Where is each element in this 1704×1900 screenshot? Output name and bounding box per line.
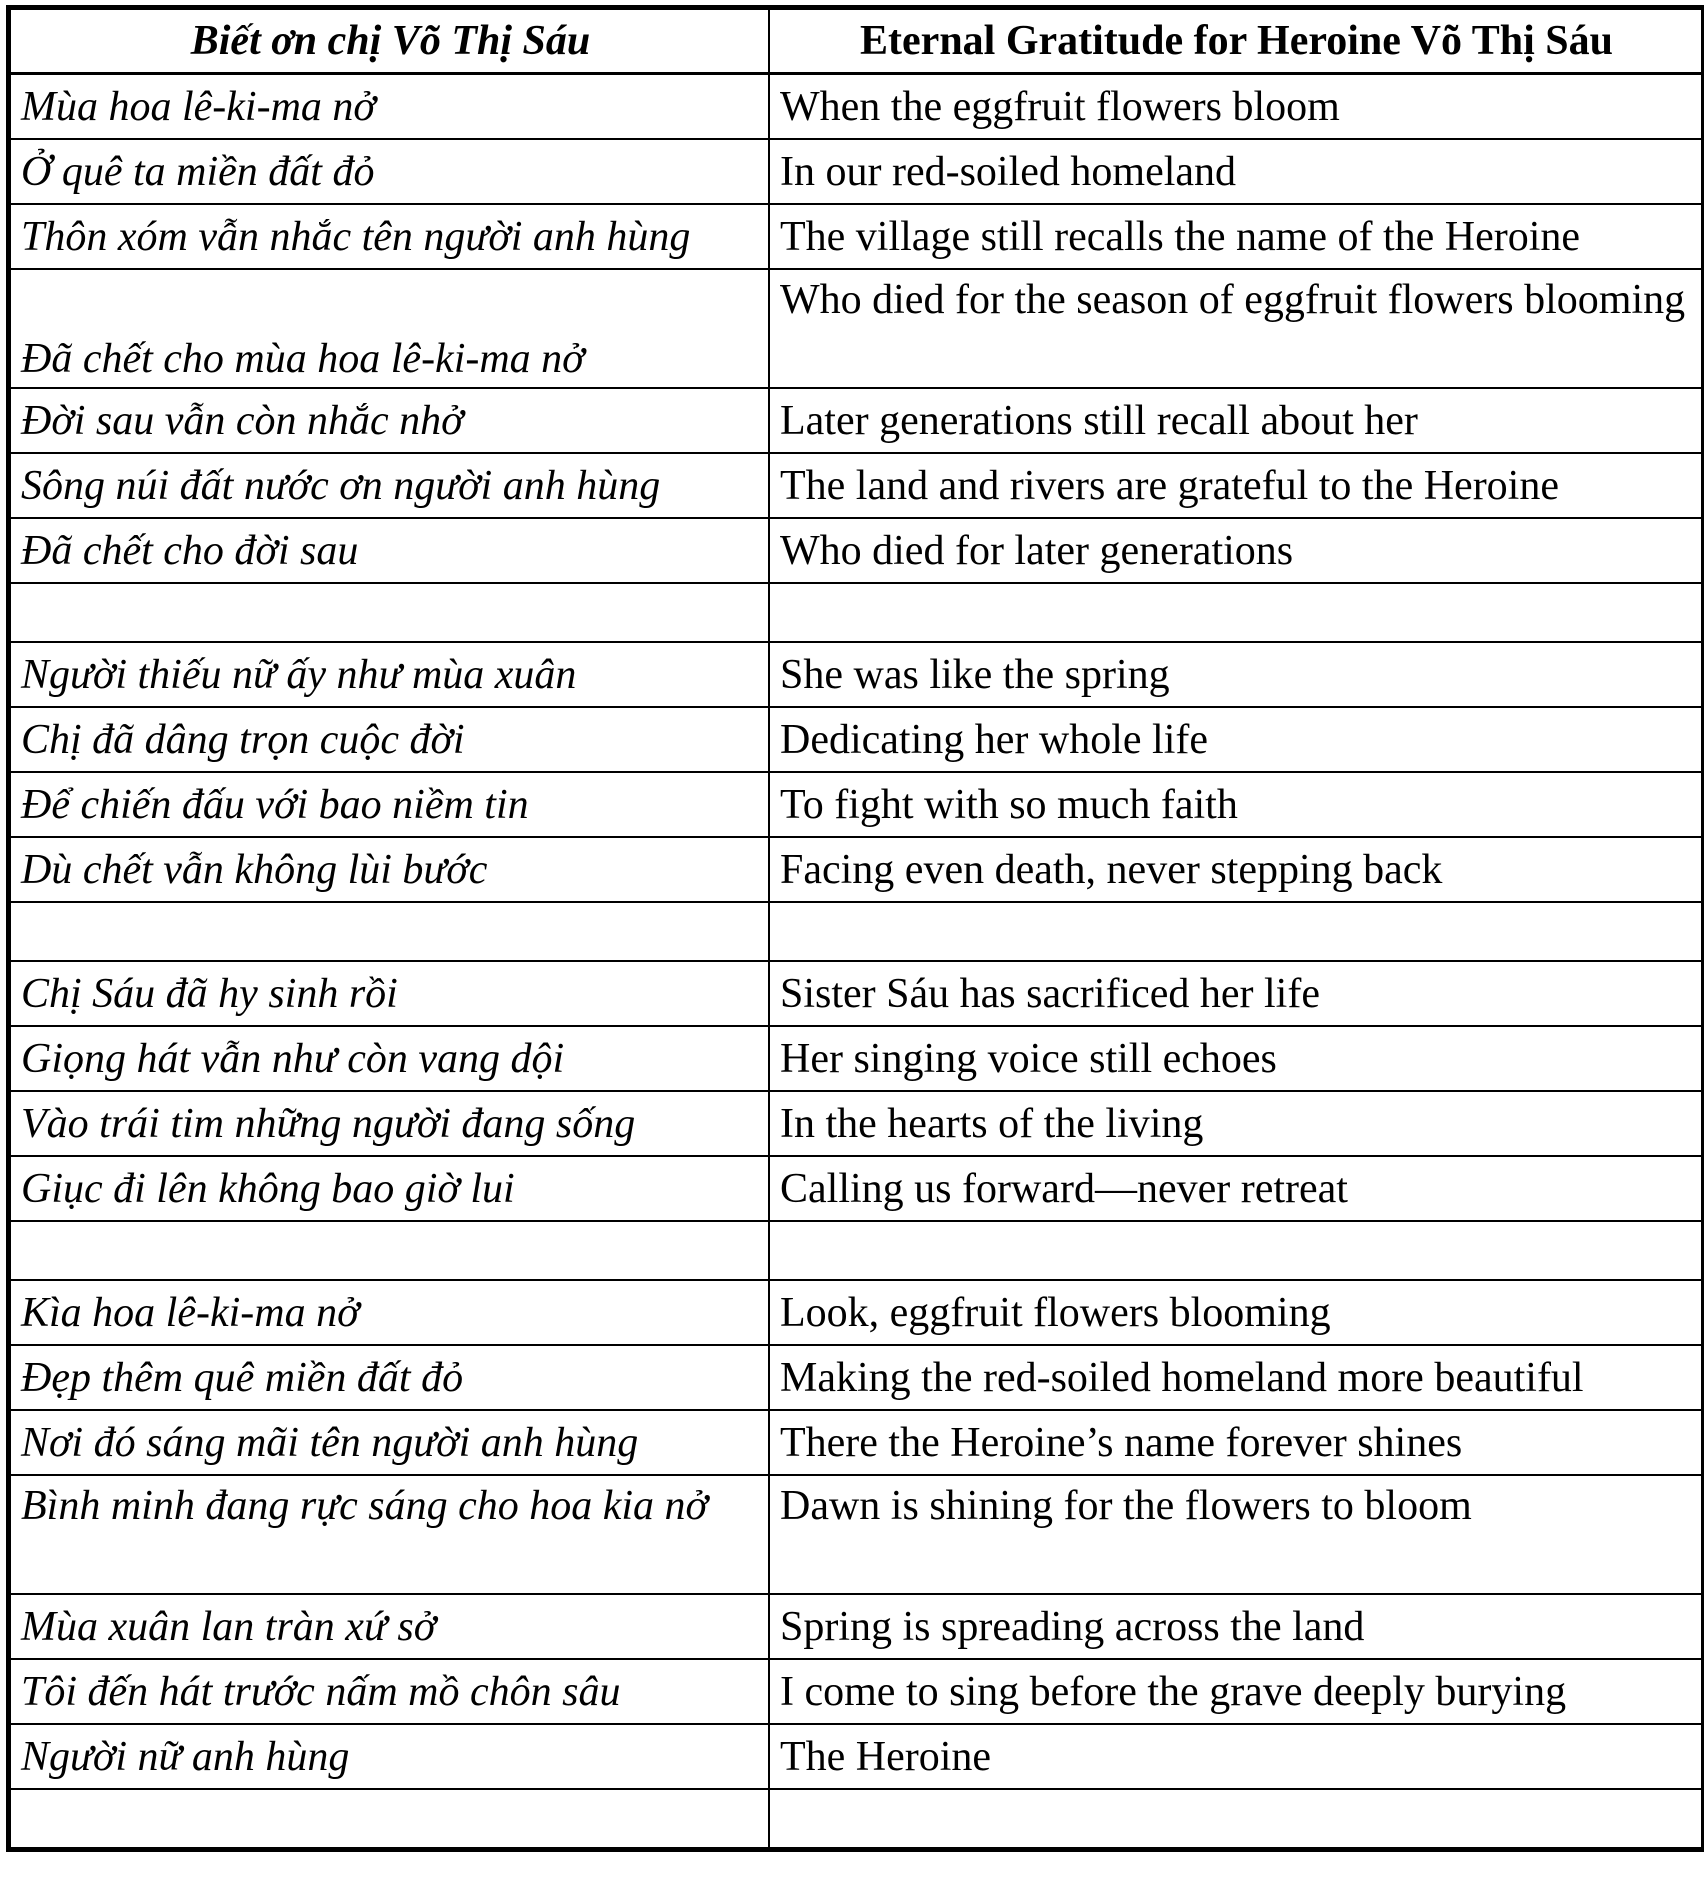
vietnamese-line: Vào trái tim những người đang sống xyxy=(10,1091,769,1156)
english-line: To fight with so much faith xyxy=(769,772,1702,837)
table-row xyxy=(10,388,1702,453)
vietnamese-line: Người nữ anh hùng xyxy=(10,1724,769,1789)
vietnamese-line: Kìa hoa lê-ki-ma nở xyxy=(10,1280,769,1345)
english-line xyxy=(769,1221,1702,1280)
english-title: Eternal Gratitude for Heroine Võ Thị Sáu xyxy=(769,9,1702,74)
stanza-break-row xyxy=(10,1221,1702,1280)
table-row xyxy=(10,1026,1702,1091)
english-line: Later generations still recall about her xyxy=(769,388,1702,453)
vietnamese-line xyxy=(10,583,769,642)
table-row xyxy=(10,1724,1702,1789)
table-row xyxy=(10,1156,1702,1221)
stanza-break-row xyxy=(10,902,1702,961)
table-row xyxy=(10,961,1702,1026)
english-line: When the eggfruit flowers bloom xyxy=(769,74,1702,140)
vietnamese-line: Đời sau vẫn còn nhắc nhở xyxy=(10,388,769,453)
table-row xyxy=(10,1091,1702,1156)
vietnamese-line xyxy=(10,902,769,961)
table-row xyxy=(10,518,1702,583)
table-row xyxy=(10,1345,1702,1410)
stanza-break-row xyxy=(10,583,1702,642)
vietnamese-line: Giọng hát vẫn như còn vang dội xyxy=(10,1026,769,1091)
header-row xyxy=(10,9,1702,74)
english-line: Who died for later generations xyxy=(769,518,1702,583)
vietnamese-line xyxy=(10,1789,769,1848)
vietnamese-line: Đẹp thêm quê miền đất đỏ xyxy=(10,1345,769,1410)
vietnamese-line: Bình minh đang rực sáng cho hoa kia nở xyxy=(10,1475,769,1594)
english-line: Her singing voice still echoes xyxy=(769,1026,1702,1091)
english-line: The village still recalls the name of the Heroine xyxy=(769,204,1702,269)
english-line: In the hearts of the living xyxy=(769,1091,1702,1156)
vietnamese-line: Sông núi đất nước ơn người anh hùng xyxy=(10,453,769,518)
vietnamese-line: Mùa hoa lê-ki-ma nở xyxy=(10,74,769,140)
english-line: Making the red-soiled homeland more beautiful xyxy=(769,1345,1702,1410)
english-line: Dedicating her whole life xyxy=(769,707,1702,772)
vietnamese-line: Người thiếu nữ ấy như mùa xuân xyxy=(10,642,769,707)
vietnamese-line: Dù chết vẫn không lùi bước xyxy=(10,837,769,902)
english-line xyxy=(769,1789,1702,1848)
vietnamese-line: Chị Sáu đã hy sinh rồi xyxy=(10,961,769,1026)
english-line: Facing even death, never stepping back xyxy=(769,837,1702,902)
vietnamese-line: Nơi đó sáng mãi tên người anh hùng xyxy=(10,1410,769,1475)
english-line: Dawn is shining for the flowers to bloom xyxy=(769,1475,1702,1594)
english-line: I come to sing before the grave deeply burying xyxy=(769,1659,1702,1724)
vietnamese-line: Ở quê ta miền đất đỏ xyxy=(10,139,769,204)
table-row xyxy=(10,269,1702,388)
table-row xyxy=(10,772,1702,837)
table-row xyxy=(10,837,1702,902)
english-line: Who died for the season of eggfruit flowers blooming xyxy=(769,269,1702,388)
english-line: The Heroine xyxy=(769,1724,1702,1789)
table-row xyxy=(10,1410,1702,1475)
english-line: She was like the spring xyxy=(769,642,1702,707)
english-line xyxy=(769,902,1702,961)
table-row xyxy=(10,1659,1702,1724)
vietnamese-line: Đã chết cho đời sau xyxy=(10,518,769,583)
table-row xyxy=(10,707,1702,772)
stanza-break-row xyxy=(10,1789,1702,1848)
table-row xyxy=(10,1475,1702,1594)
english-line: There the Heroine’s name forever shines xyxy=(769,1410,1702,1475)
vietnamese-line xyxy=(10,1221,769,1280)
table-row xyxy=(10,453,1702,518)
vietnamese-line: Chị đã dâng trọn cuộc đời xyxy=(10,707,769,772)
english-line: In our red-soiled homeland xyxy=(769,139,1702,204)
vietnamese-line: Để chiến đấu với bao niềm tin xyxy=(10,772,769,837)
table-row xyxy=(10,139,1702,204)
table-row xyxy=(10,642,1702,707)
english-line: Spring is spreading across the land xyxy=(769,1594,1702,1659)
vietnamese-line: Giục đi lên không bao giờ lui xyxy=(10,1156,769,1221)
lyrics-table xyxy=(9,8,1703,1849)
table-row xyxy=(10,1594,1702,1659)
vietnamese-title: Biết ơn chị Võ Thị Sáu xyxy=(10,9,769,74)
english-line: Sister Sáu has sacrificed her life xyxy=(769,961,1702,1026)
english-line xyxy=(769,583,1702,642)
english-line: Look, eggfruit flowers blooming xyxy=(769,1280,1702,1345)
english-line: The land and rivers are grateful to the Heroine xyxy=(769,453,1702,518)
vietnamese-line: Tôi đến hát trước nấm mồ chôn sâu xyxy=(10,1659,769,1724)
table-row xyxy=(10,204,1702,269)
vietnamese-line: Mùa xuân lan tràn xứ sở xyxy=(10,1594,769,1659)
vietnamese-line: Đã chết cho mùa hoa lê-ki-ma nở xyxy=(10,269,769,388)
english-line: Calling us forward—never retreat xyxy=(769,1156,1702,1221)
vietnamese-line: Thôn xóm vẫn nhắc tên người anh hùng xyxy=(10,204,769,269)
table-row xyxy=(10,74,1702,140)
table-row xyxy=(10,1280,1702,1345)
lyrics-table-frame xyxy=(6,5,1704,1852)
